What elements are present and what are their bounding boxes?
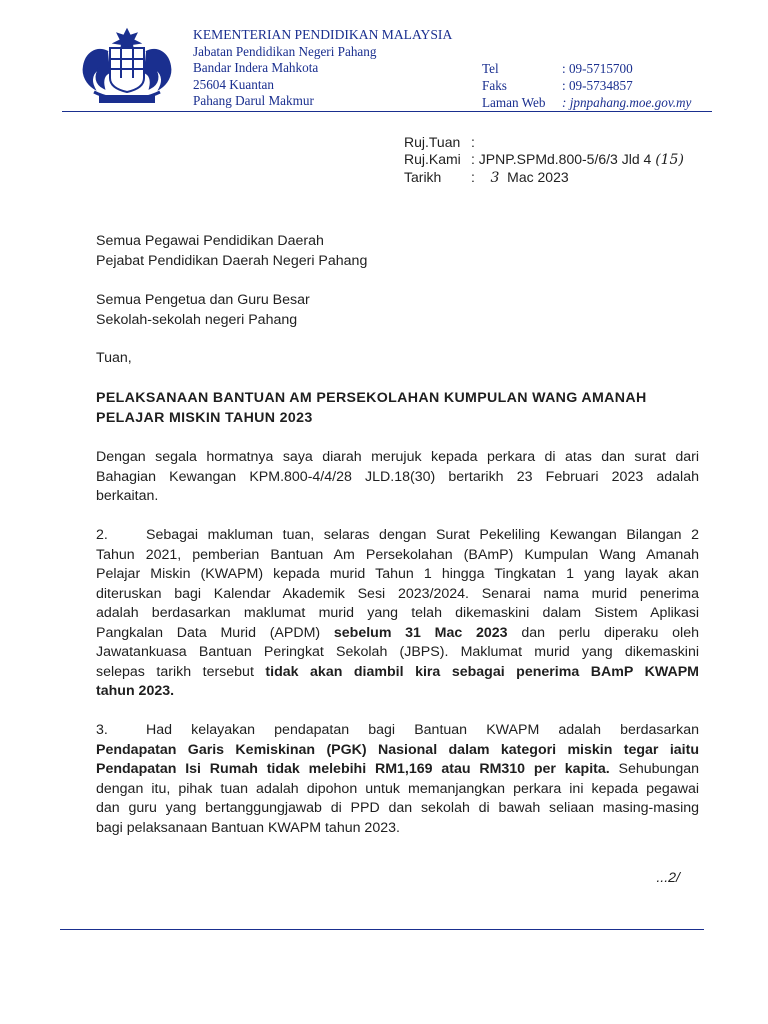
paragraph-line: Pelajar Miskin (KWAPM) kepada murid Tahun 1 hingga Tingkatan 1 yang layak akan [96,566,699,582]
paragraph-text: selepas tarikh tersebut [96,663,254,680]
ministry-address [193,27,452,110]
date-day-handwritten: 3 [490,170,500,186]
our-ref-label: Ruj.Kami [404,151,461,167]
paragraph-line: berkaitan. [96,488,159,504]
address-line-3: Pahang Darul Makmur [193,93,314,108]
fax-label: Faks [482,78,507,93]
paragraph-line: bagi pelaksanaan Bantuan KWAPM tahun 2023. [96,819,400,836]
paragraph-1 [96,448,699,507]
paragraph-text: Had kelayakan pendapatan bagi Bantuan KWAPM adalah berdasarkan [146,722,699,738]
tel-label: Tel [482,61,499,76]
page-continuation-marker: ...2/ [656,870,680,886]
web-value: : jpnpahang.moe.gov.my [562,95,692,110]
address-line-2: 25604 Kuantan [193,76,274,92]
recipient-line: Pejabat Pendidikan Daerah Negeri Pahang [96,252,368,269]
paragraph-text: Sehubungan [618,761,699,777]
emphasis-pgk: Pendapatan Garis Kemiskinan (PGK) Nasional dalam kategori miskin tegar iaitu [96,741,699,758]
paragraph-line: dan guru yang bertanggungjawab di PPD dan sekolah di bawah seliaan masing-masing [96,800,699,816]
title-line: PELAKSANAAN BANTUAN AM PERSEKOLAHAN KUMPULAN WANG AMANAH [96,390,647,406]
paragraph-line: Jawatankuasa Bantuan Peringkat Sekolah (JBPS). Maklumat murid yang dikemaskini [96,644,699,660]
our-ref-handwritten: (15) [655,152,684,168]
ministry-name: KEMENTERIAN PENDIDIKAN MALAYSIA [193,27,453,42]
tel-value: : 09-5715700 [562,61,633,76]
paragraph-line: Dengan segala hormatnya saya diarah merujuk kepada perkara di atas dan surat dari [96,449,699,465]
malaysia-coat-of-arms-icon [72,26,182,108]
our-ref-value: : JPNP.SPMd.800-5/6/3 Jld 4 [471,151,652,167]
paragraph-3 [96,721,699,838]
paragraph-line [96,741,699,761]
title-line: PELAJAR MISKIN TAHUN 2023 [96,409,313,426]
web-label: Laman Web [482,95,546,110]
paragraph-line: dengan itu, pihak tuan adalah dipohon untuk memanjangkan perkara ini kepada pegawai [96,780,699,797]
your-ref-label: Ruj.Tuan [404,134,461,150]
footer-divider [60,929,704,930]
salutation: Tuan, [96,350,132,366]
date-colon: : [471,169,475,185]
paragraph-2 [96,526,699,702]
paragraph-number: 3. [96,722,108,738]
paragraph-line [96,760,699,780]
emphasis-exclusion-end: tahun 2023. [96,683,175,699]
paragraph-text: Pangkalan Data Murid (APDM) [96,624,321,641]
recipient-line: Sekolah-sekolah negeri Pahang [96,311,298,328]
emphasis-exclusion: tidak akan diambil kira sebagai penerima BAmP KWAPM [265,663,699,680]
contact-info [482,60,691,111]
recipient-group-2 [96,291,699,330]
paragraph-number: 2. [96,527,108,543]
your-ref-value: : [471,134,475,150]
recipient-line: Semua Pegawai Pendidikan Daerah [96,233,324,249]
address-line-1: Bandar Indera Mahkota [193,60,319,75]
paragraph-line: Tahun 2021, pemberian Bantuan Am Persekolahan (BAmP) Kumpulan Wang Amanah [96,546,699,563]
date-month-year: Mac 2023 [507,169,569,185]
paragraph-line: Bahagian Kewangan KPM.800-4/4/28 JLD.18(30) bertarikh 23 Februari 2023 adalah [96,468,699,485]
recipient-line: Semua Pengetua dan Guru Besar [96,292,310,308]
reference-block [404,134,684,187]
emphasis-income: Pendapatan Isi Rumah tidak melebihi RM1,169 atau RM310 per kapita. [96,761,610,777]
letter-title [96,389,699,428]
header-divider [62,111,712,112]
emphasis-deadline: sebelum 31 Mac 2023 [333,624,508,641]
paragraph-line [96,682,699,702]
paragraph-text: dan perlu diperaku oleh [521,624,699,641]
department-name: Jabatan Pendidikan Negeri Pahang [193,43,377,59]
recipient-group-1 [96,232,699,271]
paragraph-line: diteruskan bagi Kalendar Akademik Sesi 2023/2024. Senarai nama murid penerima [96,585,699,602]
paragraph-line [96,624,699,644]
date-label: Tarikh [404,169,442,185]
fax-value: : 09-5734857 [562,78,633,93]
paragraph-line [96,526,699,546]
paragraph-line [96,663,699,683]
paragraph-line: adalah berdasarkan maklumat murid yang telah dikemaskini dalam Sistem Aplikasi [96,605,699,621]
paragraph-text: Sebagai makluman tuan, selaras dengan Surat Pekeliling Kewangan Bilangan 2 [146,527,699,543]
paragraph-line [96,721,699,741]
letterhead [72,22,712,112]
